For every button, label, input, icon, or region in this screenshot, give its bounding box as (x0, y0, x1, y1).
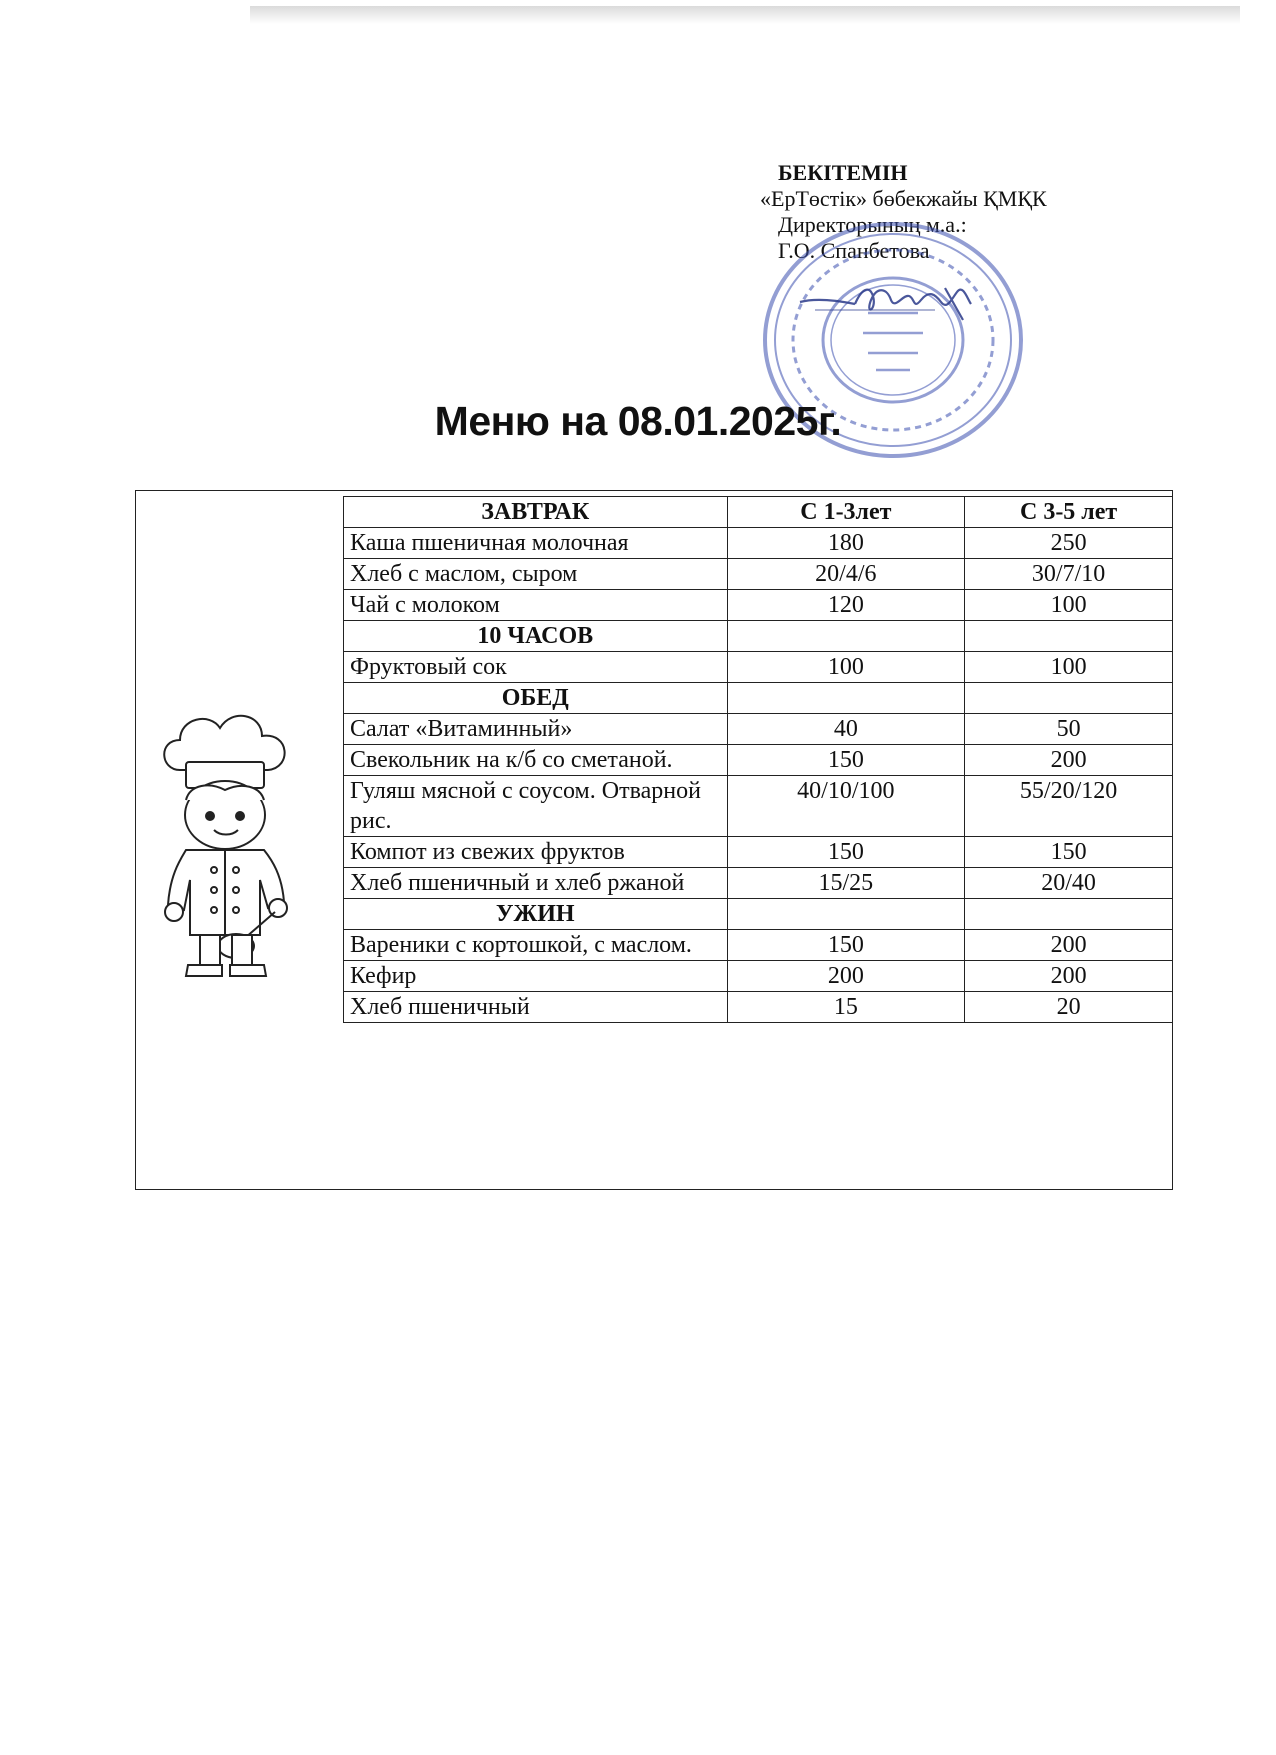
portion-1-3: 150 (727, 745, 965, 776)
page-title: Меню на 08.01.2025г. (434, 398, 842, 444)
table-row (344, 528, 1173, 559)
table-row (344, 745, 1173, 776)
portion-1-3: 100 (727, 652, 965, 683)
table-row (344, 930, 1173, 961)
section-row (344, 683, 1173, 714)
portion-3-5: 200 (965, 961, 1173, 992)
header-meal: ЗАВТРАК (344, 497, 728, 528)
approval-person: Г.О. Спанбетова (778, 238, 930, 263)
empty-cell (965, 899, 1173, 930)
portion-1-3: 20/4/6 (727, 559, 965, 590)
table-row (344, 590, 1173, 621)
dish-name: Чай с молоком (344, 590, 728, 621)
portion-1-3: 200 (727, 961, 965, 992)
empty-cell (727, 899, 965, 930)
section-title: 10 ЧАСОВ (344, 621, 728, 652)
section-title: ОБЕД (344, 683, 728, 714)
portion-3-5: 200 (965, 745, 1173, 776)
section-row (344, 621, 1173, 652)
table-row (344, 837, 1173, 868)
dish-name: Фруктовый сок (344, 652, 728, 683)
dish-name: Кефир (344, 961, 728, 992)
portion-1-3: 150 (727, 930, 965, 961)
portion-3-5: 250 (965, 528, 1173, 559)
portion-3-5: 20 (965, 992, 1173, 1023)
portion-1-3: 40 (727, 714, 965, 745)
empty-cell (727, 621, 965, 652)
portion-1-3: 15 (727, 992, 965, 1023)
dish-name: Каша пшеничная молочная (344, 528, 728, 559)
approval-organization: «ЕрТөстік» бөбекжайы ҚМҚК (760, 186, 1047, 211)
header-age-3-5: С 3-5 лет (965, 497, 1173, 528)
portion-3-5: 150 (965, 837, 1173, 868)
portion-3-5: 200 (965, 930, 1173, 961)
section-row (344, 899, 1173, 930)
dish-name: Хлеб с маслом, сыром (344, 559, 728, 590)
portion-3-5: 55/20/120 (965, 776, 1173, 837)
portion-1-3: 15/25 (727, 868, 965, 899)
portion-3-5: 100 (965, 652, 1173, 683)
portion-3-5: 20/40 (965, 868, 1173, 899)
table-row (344, 992, 1173, 1023)
table-header-row (344, 497, 1173, 528)
table-row (344, 714, 1173, 745)
portion-1-3: 40/10/100 (727, 776, 965, 837)
portion-1-3: 150 (727, 837, 965, 868)
dish-name: Хлеб пшеничный и хлеб ржаной (344, 868, 728, 899)
table-row (344, 776, 1173, 837)
empty-cell (965, 621, 1173, 652)
dish-name: Гуляш мясной с соусом. Отварной рис. (344, 776, 728, 837)
dish-name: Компот из свежих фруктов (344, 837, 728, 868)
dish-name: Хлеб пшеничный (344, 992, 728, 1023)
portion-1-3: 120 (727, 590, 965, 621)
dish-name: Салат «Витаминный» (344, 714, 728, 745)
approval-position: Директорының м.а.: (778, 212, 967, 237)
portion-3-5: 30/7/10 (965, 559, 1173, 590)
header-age-1-3: С 1-3лет (727, 497, 965, 528)
empty-cell (727, 683, 965, 714)
portion-1-3: 180 (727, 528, 965, 559)
empty-cell (965, 683, 1173, 714)
dish-name: Свекольник на к/б со сметаной. (344, 745, 728, 776)
chef-boy-icon (150, 700, 310, 980)
approval-title: БЕКІТЕМІН (778, 160, 908, 185)
portion-3-5: 50 (965, 714, 1173, 745)
scan-edge (250, 6, 1240, 24)
signature-icon (795, 270, 995, 330)
table-row (344, 868, 1173, 899)
table-row (344, 652, 1173, 683)
section-title: УЖИН (344, 899, 728, 930)
menu-table (343, 496, 1173, 1023)
table-row (344, 559, 1173, 590)
dish-name: Вареники с кортошкой, с маслом. (344, 930, 728, 961)
portion-3-5: 100 (965, 590, 1173, 621)
table-row (344, 961, 1173, 992)
